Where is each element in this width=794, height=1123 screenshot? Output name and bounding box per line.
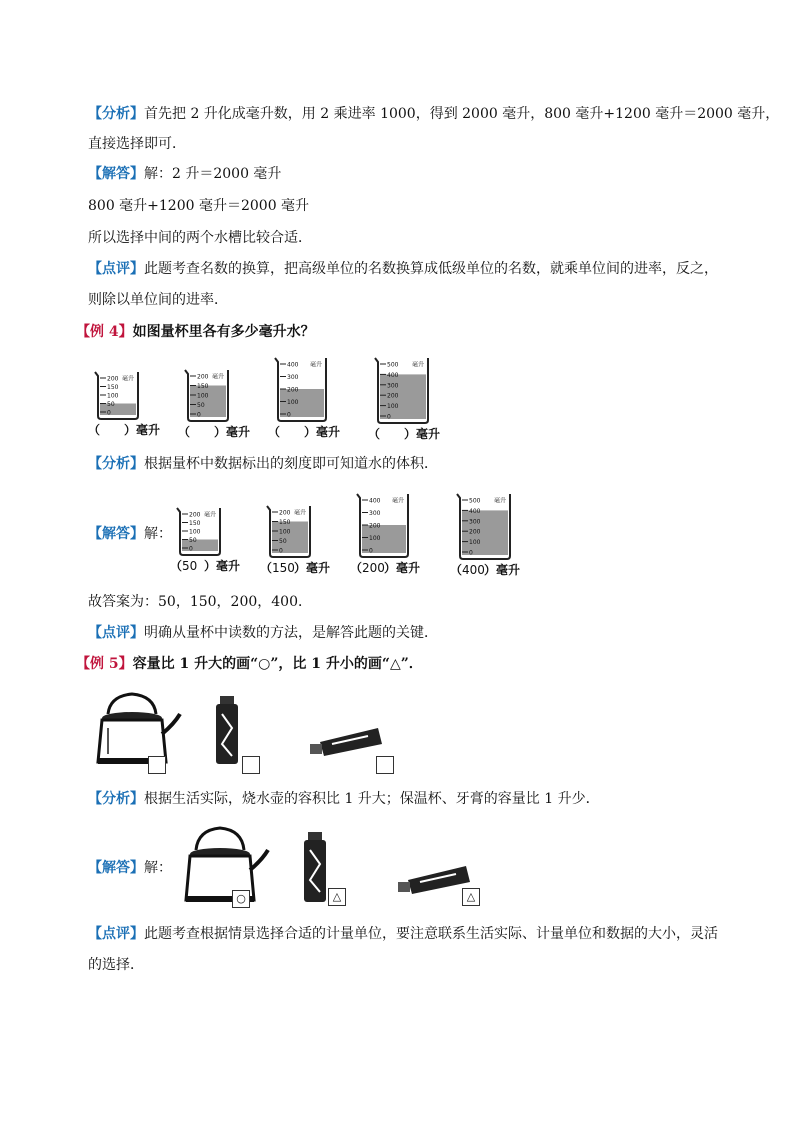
- answer-tick-label: 0: [369, 547, 373, 555]
- answer-tick-label: 500: [469, 497, 481, 505]
- ex4-comment-line: [88, 623, 438, 643]
- question-beaker-2: [178, 370, 250, 439]
- toothpaste-answer-picture: [398, 866, 470, 894]
- kettle-answer-box[interactable]: [148, 756, 166, 774]
- answer-beaker-3: [350, 494, 420, 575]
- question-blank-label: （ ）毫升: [88, 423, 161, 437]
- ex5-comment-text1: 此题考查根据情景选择合适的计量单位，要注意联系生活实际、计量单位和数据的大小，灵活: [144, 926, 718, 942]
- question-blank-label: （ ）毫升: [268, 425, 341, 439]
- thermos-answer-picture: [304, 832, 326, 902]
- ex4-analysis-text: 根据量杯中数据标出的刻度即可知道水的体积．: [144, 456, 438, 472]
- ex3-analysis-tag: 【分析】: [88, 106, 144, 122]
- ex3-answer-line2: 800 毫升+1200 毫升＝2000 毫升: [88, 198, 310, 214]
- answer-tick-label: 150: [189, 520, 201, 527]
- question-beaker-3: [268, 358, 340, 439]
- answer-tick-label: 400: [469, 507, 481, 515]
- answer-tick-label: 300: [469, 518, 481, 526]
- answer-water-2: [272, 522, 308, 554]
- question-tick-label: 50: [107, 401, 115, 408]
- answer-tick-label: 400: [369, 497, 381, 505]
- answer-blank-close-unit: ）毫升: [484, 563, 521, 577]
- ex5-answer-prefix: 解：: [144, 860, 172, 876]
- answer-tick-label: 100: [189, 528, 201, 536]
- answer-blank-open: （: [170, 559, 183, 573]
- question-beaker-unit: 毫升: [310, 361, 323, 369]
- ex4-answer-beakers-figure: [170, 488, 540, 584]
- answer-tick-label: 200: [469, 528, 481, 536]
- ex3-comment-line1: [88, 259, 718, 279]
- answer-blank-close-unit: ）毫升: [204, 559, 241, 573]
- answer-beaker-unit: 毫升: [294, 509, 307, 517]
- answer-beaker-unit: 毫升: [392, 497, 405, 505]
- answer-answer-value: 150: [272, 561, 295, 575]
- ex3-answer-line3: 所以选择中间的两个水槽比较合适．: [88, 230, 312, 246]
- question-tick-label: 100: [387, 403, 399, 411]
- answer-tick-label: 200: [279, 509, 291, 517]
- answer-tick-label: 200: [369, 522, 381, 530]
- toothpaste-answer-mark: △: [466, 890, 476, 903]
- answer-tick-label: 200: [189, 511, 201, 519]
- ex5-comment-tag: 【点评】: [88, 926, 144, 942]
- answer-beaker-unit: 毫升: [204, 511, 217, 519]
- kettle-picture: [98, 694, 180, 764]
- answer-answer-value: 50: [182, 559, 198, 573]
- ex3-analysis-line2: 直接选择即可．: [88, 136, 186, 152]
- ex3-answer-text1: 解：2 升＝2000 毫升: [144, 166, 282, 182]
- answer-tick-label: 0: [189, 545, 193, 553]
- kettle-answer-mark-box: [232, 890, 250, 908]
- ex4-answer-tag: 【解答】: [88, 526, 144, 542]
- toothpaste-picture: [310, 728, 382, 756]
- question-tick-label: 50: [197, 402, 205, 409]
- question-tick-label: 400: [287, 361, 299, 369]
- toothpaste-answer-box[interactable]: [376, 756, 394, 774]
- ex4-answer-line: [88, 524, 172, 544]
- answer-tick-label: 100: [369, 535, 381, 542]
- ex4-comment-tag: 【点评】: [88, 625, 144, 641]
- question-tick-label: 0: [387, 413, 391, 421]
- ex4-comment-text: 明确从量杯中读数的方法，是解答此题的关键．: [144, 625, 438, 641]
- question-tick-label: 0: [287, 411, 291, 419]
- question-blank-label: （ ）毫升: [178, 425, 251, 439]
- ex5-analysis-line: [88, 789, 600, 809]
- thermos-answer-mark: △: [332, 890, 342, 903]
- question-blank-label: （ ）毫升: [368, 427, 441, 441]
- question-beaker-4: [368, 358, 440, 441]
- answer-beaker-2: [260, 506, 330, 575]
- question-beaker-unit: 毫升: [212, 373, 225, 381]
- thermos-answer-mark-box: [328, 888, 346, 906]
- question-tick-label: 0: [197, 411, 201, 419]
- ex3-comment-tag: 【点评】: [88, 261, 144, 277]
- question-tick-label: 300: [287, 374, 299, 381]
- answer-water-1: [182, 540, 218, 552]
- question-water-2: [190, 386, 226, 418]
- answer-tick-label: 100: [469, 539, 481, 547]
- kettle-answer-mark: ○: [236, 892, 246, 905]
- ex5-analysis-text: 根据生活实际，烧水壶的容积比 1 升大；保温杯、牙膏的容量比 1 升少．: [144, 791, 600, 807]
- question-water-1: [100, 404, 136, 416]
- toothpaste-answer-mark-box: [462, 888, 480, 906]
- thermos-answer-box[interactable]: [242, 756, 260, 774]
- answer-tick-label: 50: [189, 537, 197, 544]
- ex3-comment-text1: 此题考查名数的换算，把高级单位的名数换算成低级单位的名数，就乘单位间的进率，反之，: [144, 261, 718, 277]
- question-beaker-unit: 毫升: [412, 361, 425, 369]
- question-tick-label: 400: [387, 371, 399, 379]
- ex5-question-line: [76, 654, 423, 674]
- ex4-tag: 【例 4】: [76, 324, 133, 340]
- question-tick-label: 200: [287, 386, 299, 394]
- answer-answer-value: 400: [462, 563, 485, 577]
- ex5-comment-line1: [88, 924, 718, 944]
- answer-tick-label: 300: [369, 510, 381, 517]
- ex5-question: 容量比 1 升大的画“○”，比 1 升小的画“△”．: [132, 656, 423, 672]
- ex4-question-line: [76, 322, 315, 342]
- question-tick-label: 100: [287, 399, 299, 406]
- answer-blank-close-unit: ）毫升: [384, 561, 421, 575]
- answer-blank-close-unit: ）毫升: [294, 561, 331, 575]
- answer-answer-value: 200: [362, 561, 385, 575]
- ex5-comment-line2: 的选择．: [88, 957, 144, 973]
- question-tick-label: 200: [107, 375, 119, 383]
- ex5-tag: 【例 5】: [76, 656, 133, 672]
- answer-beaker-1: [170, 508, 240, 573]
- ex4-analysis-tag: 【分析】: [88, 456, 144, 472]
- ex3-comment-line2: 则除以单位间的进率．: [88, 292, 228, 308]
- ex3-answer-tag: 【解答】: [88, 166, 144, 182]
- question-tick-label: 100: [197, 392, 209, 400]
- question-tick-label: 300: [387, 382, 399, 390]
- answer-tick-label: 100: [279, 528, 291, 536]
- ex4-question-beakers-figure: [88, 352, 458, 444]
- answer-tick-label: 50: [279, 538, 287, 545]
- ex3-answer-line1: [88, 164, 281, 184]
- question-beaker-unit: 毫升: [122, 375, 135, 383]
- answer-blank-open: （: [260, 561, 273, 575]
- answer-tick-label: 0: [279, 547, 283, 555]
- ex3-analysis-text1: 首先把 2 升化成毫升数，用 2 乘进率 1000，得到 2000 毫升，800 毫升+1200 毫升＝2000 毫升，: [144, 106, 780, 122]
- answer-blank-open: （: [350, 561, 363, 575]
- question-tick-label: 150: [107, 384, 119, 391]
- ex3-analysis-line1: [88, 104, 779, 124]
- thermos-picture: [216, 696, 238, 764]
- ex5-answer-tag: 【解答】: [88, 860, 144, 876]
- ex4-question: 如图量杯里各有多少毫升水？: [132, 324, 315, 340]
- question-beaker-1: [88, 372, 160, 437]
- question-tick-label: 500: [387, 361, 399, 369]
- question-tick-label: 0: [107, 409, 111, 417]
- question-tick-label: 100: [107, 392, 119, 400]
- question-tick-label: 200: [387, 392, 399, 400]
- answer-tick-label: 150: [279, 519, 291, 526]
- answer-beaker-4: [450, 494, 520, 577]
- ex4-result-line: 故答案为：50，150，200，400．: [88, 594, 312, 610]
- ex4-analysis-line: [88, 454, 438, 474]
- kettle-answer-picture: [186, 828, 268, 902]
- question-tick-label: 200: [197, 373, 209, 381]
- answer-blank-open: （: [450, 563, 463, 577]
- ex5-answer-line: [88, 858, 172, 878]
- answer-tick-label: 0: [469, 549, 473, 557]
- question-tick-label: 150: [197, 383, 209, 390]
- answer-beaker-unit: 毫升: [494, 497, 507, 505]
- ex5-analysis-tag: 【分析】: [88, 791, 144, 807]
- ex4-answer-prefix: 解：: [144, 526, 172, 542]
